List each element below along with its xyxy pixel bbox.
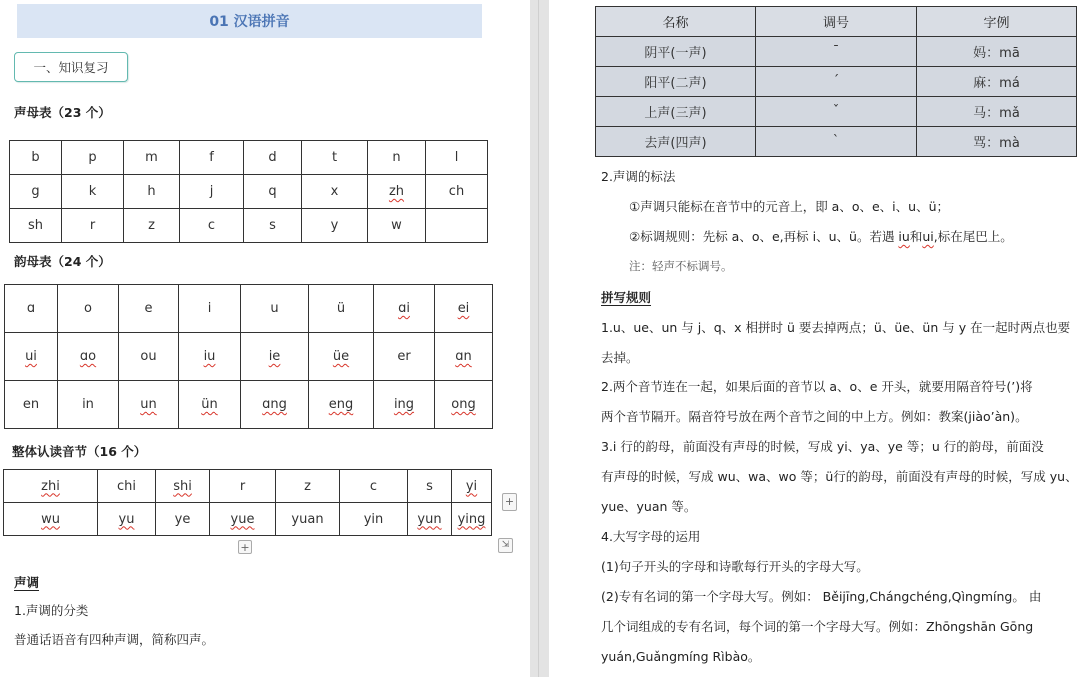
tone-row <box>596 97 1077 127</box>
final-cell-text: ong <box>451 397 476 412</box>
final-cell-text: u <box>270 301 279 316</box>
initial-cell-text: x <box>330 184 339 199</box>
tone-rule-2-and: 和 <box>909 229 923 244</box>
final-cell[interactable] <box>435 333 493 381</box>
initial-cell[interactable] <box>426 175 488 209</box>
spelling-rule-1-line-2: 去掉。 <box>601 350 639 365</box>
syllable-cell[interactable] <box>340 470 408 503</box>
initial-cell-text: z <box>148 218 155 233</box>
final-cell[interactable] <box>179 381 241 429</box>
initial-cell-text: p <box>88 150 97 165</box>
tone-marking-heading: 2.声调的标法 <box>601 169 676 184</box>
final-cell[interactable] <box>309 333 374 381</box>
tone-mark: ˉ <box>756 37 917 67</box>
tone-name: 去声(四声) <box>596 127 756 157</box>
spelling-rule-3-line-2: 有声母的时候，写成 wu、wa、wo 等；ü行的韵母，前面没有声母的时候，写成 yu、 <box>601 469 1078 484</box>
initial-cell[interactable] <box>124 175 180 209</box>
final-cell[interactable] <box>5 381 58 429</box>
tone-mark: ˋ <box>756 127 917 157</box>
syllable-cell[interactable] <box>210 470 276 503</box>
tone-row <box>596 127 1077 157</box>
final-cell[interactable] <box>58 285 119 333</box>
spelling-rule-1-line-1: 1.u、ue、un 与 j、q、x 相拼时 ü 要去掉两点；ü、üe、ün 与 y 在一起时两点也要 <box>601 320 1071 335</box>
syllable-cell-text: yue <box>230 511 255 527</box>
syllable-cell-text: chi <box>117 478 136 494</box>
tone-example: 妈：mā <box>917 37 1077 67</box>
capitalization-rule-2-line-3: yuán,Guǎngmíng Rìbào。 <box>601 649 761 664</box>
final-cell[interactable] <box>5 285 58 333</box>
final-cell[interactable] <box>374 333 435 381</box>
initial-cell-text: j <box>209 184 214 199</box>
initial-cell[interactable] <box>244 141 302 175</box>
tone-name: 上声(三声) <box>596 97 756 127</box>
final-cell-text: ɑng <box>262 397 287 412</box>
table-row <box>10 175 488 209</box>
finals-table[interactable] <box>4 284 493 429</box>
tone-mark: ˇ <box>756 97 917 127</box>
initial-cell-text: t <box>331 150 338 165</box>
tones-heading: 声调 <box>14 575 40 590</box>
final-cell[interactable] <box>119 333 179 381</box>
whole-syllables-table[interactable] <box>3 469 492 536</box>
initial-cell-text: d <box>268 150 277 165</box>
final-cell-text: en <box>22 397 40 412</box>
tones-table-header <box>596 7 1077 37</box>
review-tag: 一、知识复习 <box>14 52 128 82</box>
final-cell[interactable] <box>58 381 119 429</box>
initial-cell[interactable] <box>244 175 302 209</box>
table-row <box>4 470 492 503</box>
spelling-rule-3-line-3: yue、yuan 等。 <box>601 499 697 514</box>
final-cell-text: er <box>397 349 411 364</box>
final-cell[interactable] <box>119 285 179 333</box>
tone-row <box>596 37 1077 67</box>
final-cell-text: ui <box>25 349 37 364</box>
syllable-cell-text: s <box>426 478 433 494</box>
syllable-cell-text: ying <box>457 511 486 527</box>
initial-cell-text: k <box>88 184 97 199</box>
final-cell[interactable] <box>241 285 309 333</box>
syllable-cell[interactable] <box>156 470 210 503</box>
capitalization-rule-2-line-2: 几个词组成的专有名词，每个词的第一个字母大写。例如：Zhōngshān Gōng <box>601 619 1034 634</box>
initial-cell[interactable] <box>426 141 488 175</box>
tone-rule-2-text: ②标调规则：先标 a、o、e,再标 i、u、ü。若遇 <box>629 229 899 244</box>
capitalization-heading: 4.大写字母的运用 <box>601 529 701 544</box>
table-resize-icon[interactable]: ⇲ <box>498 538 513 553</box>
tone-row <box>596 67 1077 97</box>
syllable-cell[interactable] <box>276 503 340 536</box>
table-row <box>4 503 492 536</box>
syllable-cell[interactable] <box>4 470 98 503</box>
final-cell-text: in <box>82 397 94 412</box>
initial-cell[interactable] <box>302 175 368 209</box>
capitalization-rule-2-line-1: (2)专有名词的第一个字母大写。例如： Běijīng,Chángchéng,Qìngmíng。 由 <box>601 589 1042 604</box>
final-cell-text: üe <box>332 349 350 364</box>
final-cell-text: e <box>144 301 153 316</box>
initial-cell-text: w <box>391 218 402 233</box>
tone-example: 骂：mà <box>917 127 1077 157</box>
initial-cell-text: r <box>89 218 96 233</box>
syllable-cell[interactable] <box>340 503 408 536</box>
syllable-cell[interactable] <box>408 470 452 503</box>
syllable-cell-text: zhi <box>41 478 60 494</box>
tone-example: 马：mǎ <box>917 97 1077 127</box>
tone-example: 麻：má <box>917 67 1077 97</box>
initial-cell[interactable] <box>10 175 62 209</box>
syllable-cell-text: z <box>304 478 311 494</box>
add-row-button[interactable]: + <box>238 540 252 554</box>
final-cell[interactable] <box>5 333 58 381</box>
final-cell-text: ɑi <box>398 301 410 316</box>
initial-cell-text: n <box>392 150 401 165</box>
initials-table[interactable] <box>9 140 488 243</box>
initial-cell-text: c <box>207 218 216 233</box>
initial-cell[interactable] <box>368 209 426 243</box>
syllable-cell-text: yu <box>118 511 135 527</box>
final-cell[interactable] <box>241 381 309 429</box>
final-cell[interactable] <box>435 381 493 429</box>
initial-cell[interactable] <box>302 209 368 243</box>
final-cell[interactable] <box>435 285 493 333</box>
initial-cell[interactable] <box>426 209 488 243</box>
initial-cell[interactable] <box>180 175 244 209</box>
whole-syllables-heading: 整体认读音节（16 个） <box>12 444 147 459</box>
table-row <box>10 141 488 175</box>
initial-cell-text: zh <box>388 184 405 199</box>
tones-table[interactable] <box>595 6 1077 157</box>
final-cell-text: ɑ <box>26 301 36 316</box>
initial-cell-text: ch <box>448 184 465 199</box>
initial-cell-text: s <box>269 218 276 233</box>
final-cell-text: ing <box>393 397 415 412</box>
tone-mark: ˊ <box>756 67 917 97</box>
final-cell-text: ou <box>140 349 157 364</box>
initial-cell[interactable] <box>62 175 124 209</box>
table-row <box>5 381 493 429</box>
syllable-cell[interactable] <box>156 503 210 536</box>
initial-cell-text: h <box>147 184 156 199</box>
syllable-cell-text: yuan <box>291 511 324 527</box>
initial-cell[interactable] <box>10 141 62 175</box>
initial-cell[interactable] <box>10 209 62 243</box>
initial-cell-text: m <box>145 150 158 165</box>
tone-rule-2-ui: ui <box>922 229 934 244</box>
syllable-cell-text: wu <box>41 511 60 527</box>
initial-cell[interactable] <box>180 141 244 175</box>
final-cell-text: ün <box>201 397 218 412</box>
header-example: 字例 <box>917 7 1077 37</box>
initial-cell[interactable] <box>302 141 368 175</box>
right-page <box>549 0 1080 677</box>
tone-classification: 1.声调的分类 <box>14 603 89 618</box>
syllable-cell[interactable] <box>98 503 156 536</box>
syllable-cell[interactable] <box>4 503 98 536</box>
final-cell-text: ü <box>336 301 346 316</box>
final-cell[interactable] <box>241 333 309 381</box>
initial-cell-text: y <box>330 218 339 233</box>
header-mark: 调号 <box>756 7 917 37</box>
syllable-cell-text: shi <box>173 478 192 494</box>
final-cell[interactable] <box>374 381 435 429</box>
initials-heading: 声母表（23 个） <box>14 105 111 120</box>
tone-rule-2-iu: iu <box>898 229 910 244</box>
tone-rule-1: ①声调只能标在音节中的元音上，即 a、o、e、i、u、ü； <box>629 199 949 214</box>
initial-cell[interactable] <box>368 141 426 175</box>
initial-cell[interactable] <box>244 209 302 243</box>
syllable-cell[interactable] <box>98 470 156 503</box>
final-cell[interactable] <box>179 333 241 381</box>
final-cell[interactable] <box>58 333 119 381</box>
spelling-rule-2-line-1: 2.两个音节连在一起，如果后面的音节以 a、o、e 开头，就要用隔音符号(’)将 <box>601 379 1033 394</box>
initial-cell[interactable] <box>180 209 244 243</box>
syllable-cell-text: yun <box>417 511 442 527</box>
tone-name: 阳平(二声) <box>596 67 756 97</box>
final-cell-text: un <box>140 397 157 412</box>
spelling-rule-2-line-2: 两个音节隔开。隔音符号放在两个音节之间的中上方。例如：教案(jiào’àn)。 <box>601 409 1028 424</box>
syllable-cell[interactable] <box>452 470 492 503</box>
initial-cell[interactable] <box>62 141 124 175</box>
header-name: 名称 <box>596 7 756 37</box>
tone-rule-2 <box>629 227 1013 245</box>
final-cell-text: ɑn <box>455 349 472 364</box>
final-cell[interactable] <box>179 285 241 333</box>
syllable-cell-text: yi <box>465 478 478 494</box>
syllable-cell-text: ye <box>174 511 191 527</box>
syllable-cell[interactable] <box>408 503 452 536</box>
initial-cell-text: sh <box>27 218 43 233</box>
final-cell[interactable] <box>309 285 374 333</box>
final-cell-text: o <box>84 301 92 316</box>
table-row <box>10 209 488 243</box>
tone-note: 注：轻声不标调号。 <box>629 259 733 273</box>
syllable-cell[interactable] <box>210 503 276 536</box>
initial-cell[interactable] <box>368 175 426 209</box>
syllable-cell[interactable] <box>452 503 492 536</box>
syllable-cell-text: c <box>369 478 378 494</box>
final-cell-text: iu <box>203 349 216 364</box>
syllable-cell-text: r <box>239 478 246 494</box>
final-cell-text: ɑo <box>79 349 97 364</box>
final-cell-text: ei <box>457 301 470 316</box>
spelling-rules-heading: 拼写规则 <box>601 290 652 305</box>
tone-rule-2-end: ,标在尾巴上。 <box>933 229 1013 244</box>
initial-cell[interactable] <box>124 209 180 243</box>
add-column-button[interactable]: + <box>502 493 517 511</box>
syllable-cell-text: yin <box>363 511 384 527</box>
final-cell[interactable] <box>309 381 374 429</box>
final-cell-text: ie <box>268 349 281 364</box>
table-row <box>5 333 493 381</box>
final-cell-text: i <box>207 301 212 316</box>
left-page <box>0 0 530 677</box>
tones-intro: 普通话语音有四种声调，简称四声。 <box>14 632 215 647</box>
capitalization-rule-1: (1)句子开头的字母和诗歌每行开头的字母大写。 <box>601 559 869 574</box>
final-cell[interactable] <box>119 381 179 429</box>
initial-cell[interactable] <box>62 209 124 243</box>
page-title: 01 汉语拼音 <box>17 4 482 38</box>
initial-cell[interactable] <box>124 141 180 175</box>
page-divider <box>538 0 539 677</box>
initial-cell-text: f <box>209 150 214 165</box>
syllable-cell[interactable] <box>276 470 340 503</box>
initial-cell-text: b <box>31 150 40 165</box>
final-cell[interactable] <box>374 285 435 333</box>
tone-name: 阴平(一声) <box>596 37 756 67</box>
spelling-rule-3-line-1: 3.i 行的韵母，前面没有声母的时候，写成 yi、ya、ye 等；u 行的韵母，前面没 <box>601 439 1044 454</box>
initial-cell-text: l <box>454 150 459 165</box>
initial-cell-text: g <box>31 184 40 199</box>
final-cell-text: eng <box>328 397 354 412</box>
page-gutter <box>530 0 549 677</box>
table-row <box>5 285 493 333</box>
finals-heading: 韵母表（24 个） <box>14 254 111 269</box>
initial-cell-text: q <box>268 184 277 199</box>
